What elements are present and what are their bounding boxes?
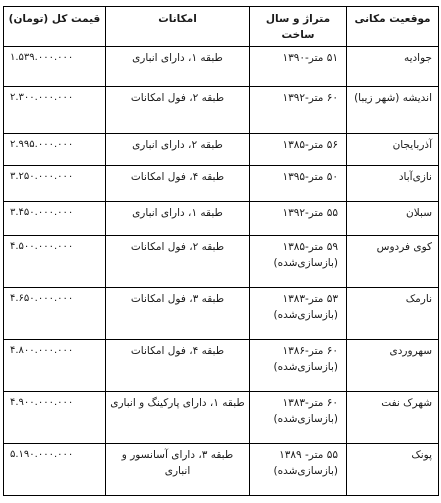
header-features: امکانات	[106, 7, 250, 47]
cell-location: آذربایجان	[347, 134, 439, 166]
table-row	[4, 87, 439, 134]
cell-size-year: ۵۵ متر- ۱۳۸۹ (بازسازی‌شده)	[250, 444, 347, 496]
cell-size-year: ۵۰ متر-۱۳۹۵	[250, 166, 347, 202]
cell-size-year: ۶۰ متر-۱۳۹۲	[250, 87, 347, 134]
cell-location: سهروردی	[347, 340, 439, 392]
cell-features: طبقه ۲، فول امکانات	[106, 87, 250, 134]
header-price: قیمت کل (تومان)	[4, 7, 106, 47]
cell-price: ۴.۶۵۰.۰۰۰.۰۰۰	[4, 288, 106, 340]
table-row	[4, 288, 439, 340]
cell-size-year: ۶۰ متر-۱۳۸۳ (بازسازی‌شده)	[250, 392, 347, 444]
cell-price: ۳.۲۵۰.۰۰۰.۰۰۰	[4, 166, 106, 202]
cell-size-year: ۵۱ متر-۱۳۹۰	[250, 47, 347, 87]
table-row	[4, 134, 439, 166]
header-location: موقعیت مکانی	[347, 7, 439, 47]
cell-features: طبقه ۳، دارای آسانسور و انباری	[106, 444, 250, 496]
table-row	[4, 202, 439, 236]
cell-size-year: ۶۰ متر-۱۳۸۶ (بازسازی‌شده)	[250, 340, 347, 392]
cell-features: طبقه ۴، فول امکانات	[106, 166, 250, 202]
table-row	[4, 340, 439, 392]
cell-price: ۲.۹۹۵.۰۰۰.۰۰۰	[4, 134, 106, 166]
table-row	[4, 166, 439, 202]
cell-location: اندیشه (شهر زیبا)	[347, 87, 439, 134]
cell-price: ۵.۱۹۰.۰۰۰.۰۰۰	[4, 444, 106, 496]
cell-price: ۴.۸۰۰.۰۰۰.۰۰۰	[4, 340, 106, 392]
cell-price: ۱.۵۳۹.۰۰۰.۰۰۰	[4, 47, 106, 87]
cell-features: طبقه ۳، فول امکانات	[106, 288, 250, 340]
cell-features: طبقه ۱، دارای پارکینگ و انباری	[106, 392, 250, 444]
cell-location: کوی فردوس	[347, 236, 439, 288]
table-row	[4, 444, 439, 496]
header-size-year: متراژ و سال ساخت	[250, 7, 347, 47]
table-header-row	[4, 7, 439, 47]
cell-features: طبقه ۱، دارای انباری	[106, 47, 250, 87]
cell-location: سبلان	[347, 202, 439, 236]
table-row	[4, 47, 439, 87]
cell-location: جوادیه	[347, 47, 439, 87]
cell-price: ۴.۹۰۰.۰۰۰.۰۰۰	[4, 392, 106, 444]
cell-location: نارمک	[347, 288, 439, 340]
cell-size-year: ۵۳ متر-۱۳۸۳ (بازسازی‌شده)	[250, 288, 347, 340]
cell-size-year: ۵۵ متر-۱۳۹۲	[250, 202, 347, 236]
cell-features: طبقه ۴، فول امکانات	[106, 340, 250, 392]
cell-size-year: ۵۹ متر-۱۳۸۵ (بازسازی‌شده)	[250, 236, 347, 288]
cell-features: طبقه ۱، دارای انباری	[106, 202, 250, 236]
cell-location: شهرک نفت	[347, 392, 439, 444]
cell-features: طبقه ۲، فول امکانات	[106, 236, 250, 288]
table-row	[4, 236, 439, 288]
cell-price: ۲.۳۰۰.۰۰۰.۰۰۰	[4, 87, 106, 134]
cell-price: ۳.۴۵۰.۰۰۰.۰۰۰	[4, 202, 106, 236]
cell-location: پونک	[347, 444, 439, 496]
table-row	[4, 392, 439, 444]
cell-size-year: ۵۶ متر-۱۳۸۵	[250, 134, 347, 166]
cell-features: طبقه ۲، دارای انباری	[106, 134, 250, 166]
apartment-price-table	[3, 6, 439, 496]
cell-price: ۴.۵۰۰.۰۰۰.۰۰۰	[4, 236, 106, 288]
cell-location: نازی‌آباد	[347, 166, 439, 202]
